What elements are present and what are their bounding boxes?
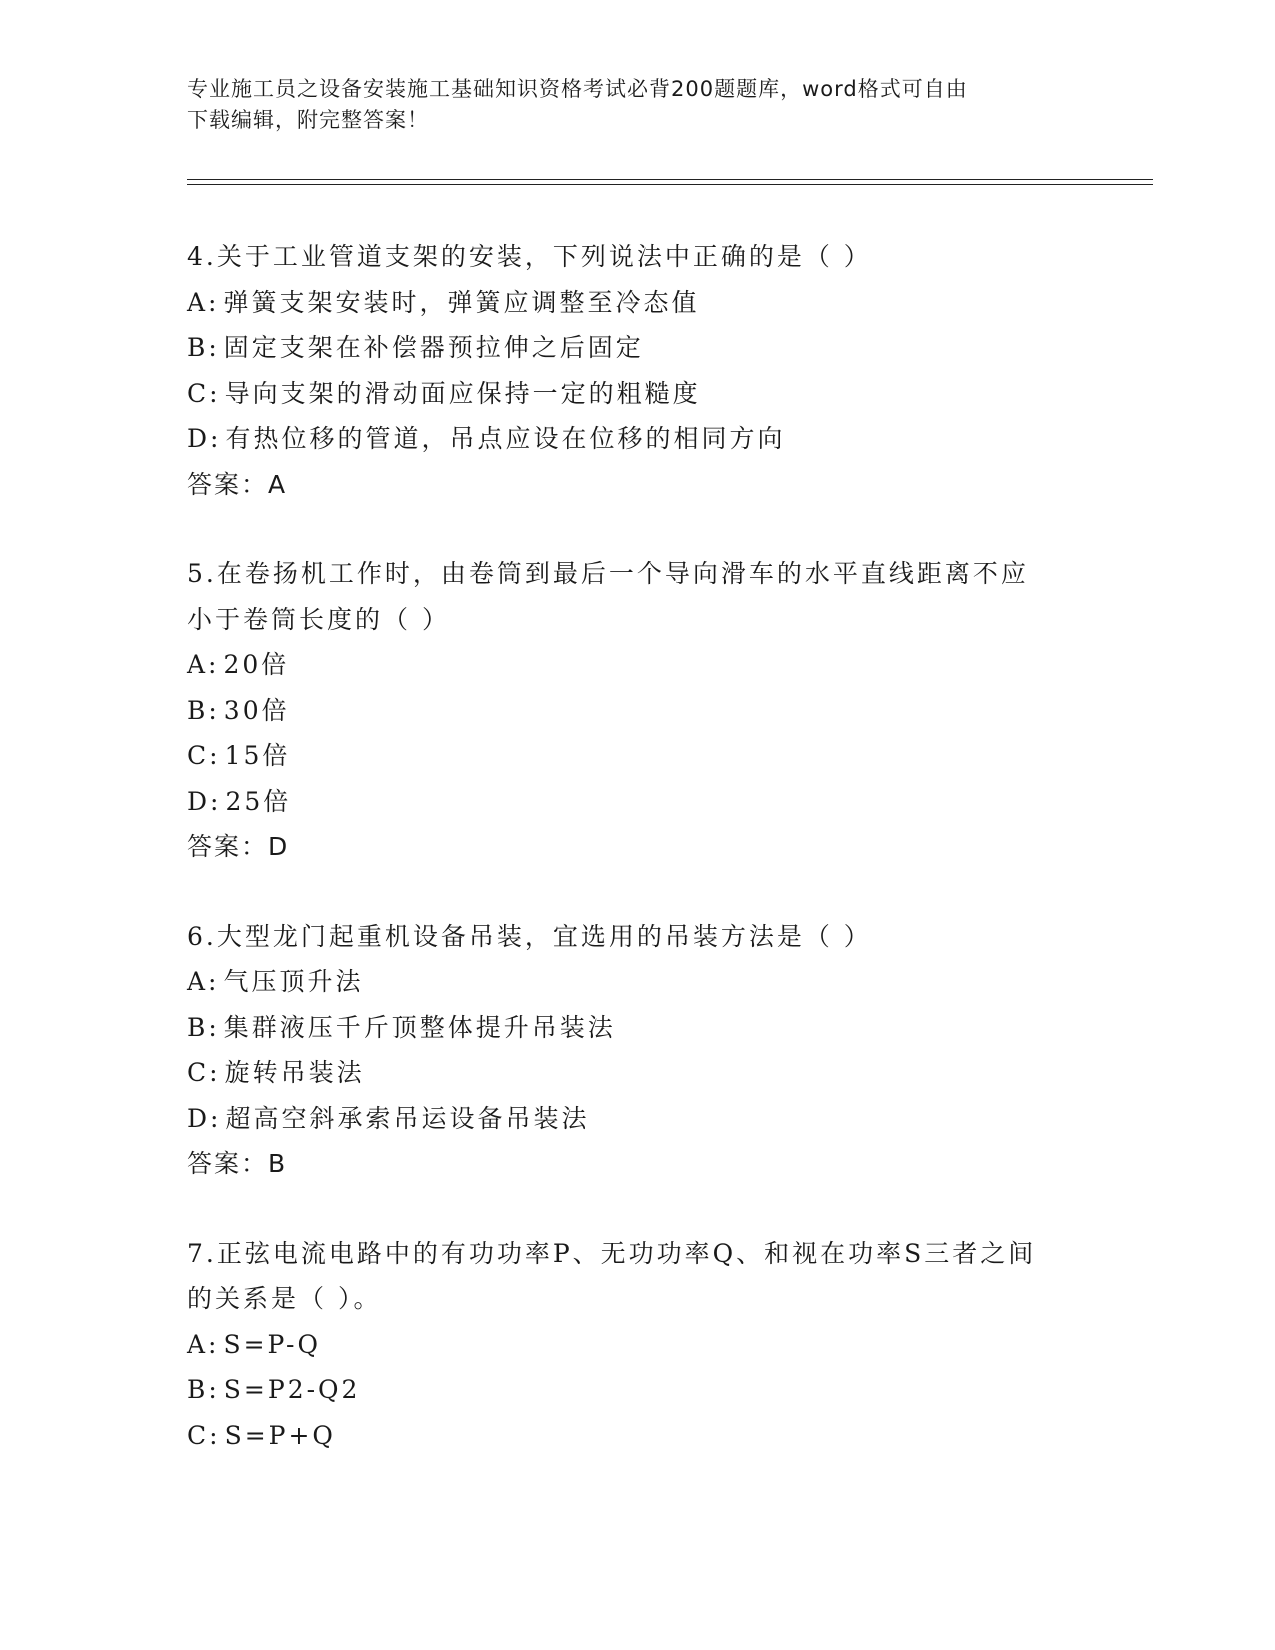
option-text: S=P-Q xyxy=(223,1329,321,1359)
option-text: 气压顶升法 xyxy=(223,967,364,996)
header-line-2: 下载编辑，附完整答案！ xyxy=(187,108,429,132)
option-text: 30倍 xyxy=(223,695,290,725)
option-label: A: xyxy=(187,287,220,317)
question-list xyxy=(187,234,1087,1502)
option-label: C: xyxy=(187,1420,221,1450)
option-label: B: xyxy=(187,1012,220,1042)
option-d xyxy=(187,779,1087,825)
option-c xyxy=(187,733,1087,779)
header-divider-bottom xyxy=(187,184,1153,185)
answer-line: 答案：A xyxy=(187,469,288,499)
question-stem: 6.大型龙门起重机设备吊装，宜选用的吊装方法是（ ） xyxy=(187,921,872,951)
option-text: 25倍 xyxy=(225,786,292,816)
answer-line: 答案：B xyxy=(187,1149,288,1178)
question-stem: 小于卷筒长度的（ ） xyxy=(187,604,450,634)
answer-line: 答案：D xyxy=(187,832,290,861)
question-stem: 7.正弦电流电路中的有功功率P、无功功率Q、和视在功率S三者之间 xyxy=(187,1238,1037,1268)
option-label: D: xyxy=(187,1103,222,1133)
question-block xyxy=(187,551,1087,870)
option-b xyxy=(187,325,1087,371)
question-block xyxy=(187,1231,1087,1459)
option-c xyxy=(187,1050,1087,1096)
option-text: 20倍 xyxy=(223,650,290,679)
option-d xyxy=(187,416,1087,462)
option-label: A: xyxy=(187,1329,220,1359)
option-label: C: xyxy=(187,1058,221,1087)
question-stem: 4.关于工业管道支架的安装，下列说法中正确的是（ ） xyxy=(187,242,872,271)
question-block xyxy=(187,234,1087,507)
option-label: A: xyxy=(187,650,220,679)
option-b xyxy=(187,1005,1087,1051)
option-text: 固定支架在补偿器预拉伸之后固定 xyxy=(223,333,644,362)
option-text: 超高空斜承索吊运设备吊装法 xyxy=(225,1103,590,1133)
option-label: C: xyxy=(187,378,221,408)
option-d xyxy=(187,1096,1087,1142)
option-b xyxy=(187,1367,1087,1413)
option-text: S=P2-Q2 xyxy=(223,1375,361,1404)
question-stem: 5.在卷扬机工作时，由卷筒到最后一个导向滑车的水平直线距离不应 xyxy=(187,559,1029,588)
option-text: 旋转吊装法 xyxy=(224,1058,365,1087)
option-label: D: xyxy=(187,424,222,453)
option-text: 有热位移的管道，吊点应设在位移的相同方向 xyxy=(225,424,786,453)
option-a xyxy=(187,642,1087,688)
option-b xyxy=(187,688,1087,734)
option-text: 导向支架的滑动面应保持一定的粗糙度 xyxy=(224,378,701,408)
option-text: S=P+Q xyxy=(224,1420,336,1450)
option-text: 集群液压千斤顶整体提升吊装法 xyxy=(223,1012,616,1042)
header-divider-top xyxy=(187,179,1153,180)
option-label: A: xyxy=(187,967,220,996)
document-header xyxy=(187,74,1087,136)
option-c xyxy=(187,371,1087,417)
option-a xyxy=(187,280,1087,326)
option-label: B: xyxy=(187,1375,220,1404)
question-stem: 的关系是（ ）。 xyxy=(187,1284,382,1313)
option-label: C: xyxy=(187,741,221,770)
option-c xyxy=(187,1413,1087,1459)
question-block xyxy=(187,914,1087,1187)
option-text: 15倍 xyxy=(224,741,291,770)
option-label: D: xyxy=(187,786,222,816)
option-text: 弹簧支架安装时，弹簧应调整至冷态值 xyxy=(223,287,700,317)
option-label: B: xyxy=(187,333,220,362)
option-a xyxy=(187,1322,1087,1368)
header-line-1: 专业施工员之设备安装施工基础知识资格考试必背200题题库，word格式可自由 xyxy=(187,77,968,101)
option-label: B: xyxy=(187,695,220,725)
option-a xyxy=(187,959,1087,1005)
